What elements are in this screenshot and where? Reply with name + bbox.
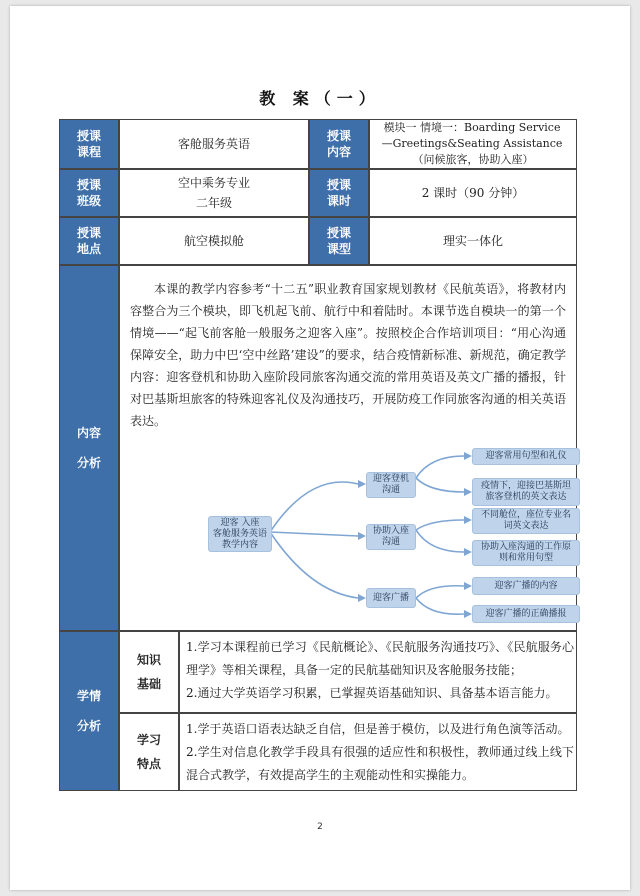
content-analysis-paragraph: 本课的教学内容参考“十二五”职业教育国家规划教材《民航英语》，将教材内容整合为三个模块，即飞机起飞前、航行中和着陆时。本课节选自模块一的第一个情境——“起飞前客舱一般服务之迎客入座”。按照校企合作培训项目：“用心沟通 保障安全，助力中巴‘空中丝路’建设”的要求，结合疫情新标准、新规范，确定教学内容：迎客登机和协助入座阶段同旅客沟通交流的常用英语及英文广播的播报，针对巴基斯坦旅客的特殊迎客礼仪及沟通技巧，开展防疫工作同旅客沟通的相关英语表达。 — [130, 282, 566, 428]
leaf-broadcast-content: 迎客广播的内容 — [472, 577, 580, 595]
leaf-broadcast-delivery: 迎客广播的正确播报 — [472, 605, 580, 623]
page-number: 2 — [317, 822, 323, 832]
leaf-greeting-phrases: 迎客常用句型和礼仪 — [472, 448, 580, 465]
branch-boarding-greeting: 迎客登机 沟通 — [366, 472, 416, 498]
label-content: 授课 内容 — [309, 119, 369, 169]
mind-map-root: 迎客 入座 客舱服务英语 教学内容 — [208, 516, 272, 552]
label-knowledge-base: 知识 基础 — [119, 631, 179, 713]
label-course: 授课 课程 — [59, 119, 119, 169]
leaf-cabin-class-terms: 不同舱位，座位专业名 词英文表达 — [472, 508, 580, 534]
content-analysis-cell — [119, 265, 577, 631]
document-title: 教 案（一） — [259, 89, 381, 108]
value-location: 航空模拟舱 — [119, 217, 309, 265]
label-learning-traits: 学习 特点 — [119, 713, 179, 791]
branch-seating-assistance: 协助入座 沟通 — [366, 524, 416, 550]
label-hours: 授课 课时 — [309, 169, 369, 217]
trait-item-1: 1.学于英语口语表达缺乏自信，但是善于模仿，以及进行角色演等活动。 — [186, 722, 570, 736]
value-content: 模块一 情境一：Boarding Service —Greetings&Seating Assistance （问候旅客，协助入座） — [369, 119, 577, 169]
value-hours: 2 课时（90 分钟） — [369, 169, 577, 217]
knowledge-base-cell — [179, 631, 577, 713]
label-location: 授课 地点 — [59, 217, 119, 265]
value-lesson-type: 理实一体化 — [369, 217, 577, 265]
label-content-analysis: 内容 分析 — [59, 265, 119, 631]
lesson-plan-table — [60, 120, 578, 792]
leaf-epidemic-greeting: 疫情下，迎接巴基斯坦 旅客登机的英文表达 — [472, 478, 580, 506]
trait-item-2: 2.学生对信息化教学手段具有很强的适应性和积极性，教师通过线上线下混合式教学，有效提高学生的主观能动性和实操能力。 — [186, 745, 574, 782]
knowledge-item-2: 2.通过大学英语学习积累，已掌握英语基础知识、具备基本语言能力。 — [186, 686, 558, 700]
branch-welcome-broadcast: 迎客广播 — [366, 588, 416, 608]
label-learner-analysis: 学情 分析 — [59, 631, 119, 791]
value-class: 空中乘务专业 二年级 — [119, 169, 309, 217]
learning-traits-cell — [179, 713, 577, 791]
leaf-seating-principles: 协助入座沟通的工作原 则和常用句型 — [472, 540, 580, 566]
value-course: 客舱服务英语 — [119, 119, 309, 169]
label-class: 授课 班级 — [59, 169, 119, 217]
knowledge-item-1: 1.学习本课程前已学习《民航概论》、《民航服务沟通技巧》、《民航服务心理学》等相关课程，具备一定的民航基础知识及客舱服务技能； — [186, 640, 574, 677]
label-lesson-type: 授课 课型 — [309, 217, 369, 265]
